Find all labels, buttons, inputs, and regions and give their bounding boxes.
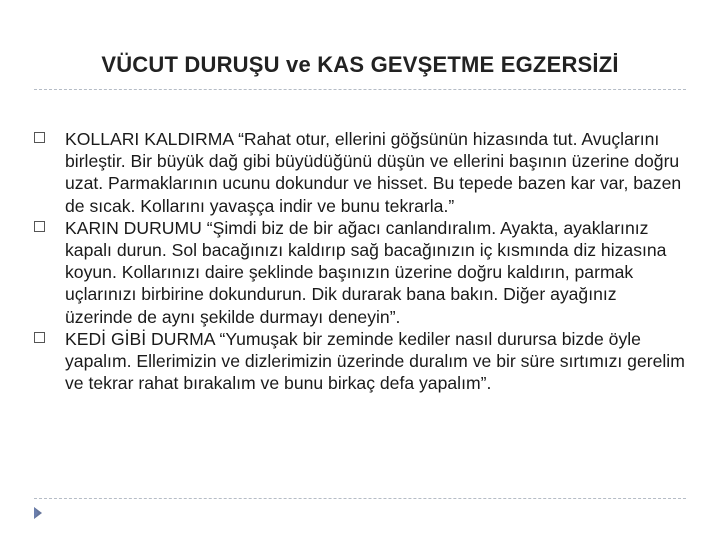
bottom-divider (34, 498, 686, 499)
bullet-text: KARIN DURUMU “Şimdi biz de bir ağacı canlandıralım. Ayakta, ayaklarınız kapalı durun. Sol bacağınızı kaldırıp sağ bacağınızın iç kısmında diz hizasına koyun. Kollarınızı daire şeklinde başınızın üzerine doğru kaldırın, parmak uçlarınızı birbirine dokundurun. Dik durarak bana bakın. Diğer ayağınız üzerinde de aynı şekilde durmayı deneyin”. (65, 217, 667, 327)
empty-square-icon (34, 132, 45, 143)
bullet-text: KEDİ GİBİ DURMA “Yumuşak bir zeminde kediler nasıl durursa bizde öyle yapalım. Ellerimizin ve dizlerimizin üzerinde duralım ve bir süre sırtımızı gerelim ve tekrar rahat bırakalım ve bunu birkaç defa yapalım”. (65, 328, 685, 394)
slide-nav-chevron-icon (30, 505, 46, 521)
bullet-item-karin-durumu (34, 217, 686, 328)
empty-square-icon (34, 221, 45, 232)
bullet-item-kedi-gibi-durma (34, 328, 686, 395)
bullet-item-kollari-kaldirma (34, 128, 686, 217)
empty-square-icon (34, 332, 45, 343)
bullet-text: KOLLARI KALDIRMA “Rahat otur, ellerini göğsünün hizasında tut. Avuçlarını birleştir. Bir büyük dağ gibi büyüdüğünü düşün ve ellerini başının üzerine doğru uzat. Parmaklarının ucunu dokundur ve hisset. Bu tepede bazen kar var, bazen de sıcak. Kollarını yavaşça indir ve bunu tekrarla.” (65, 129, 682, 216)
slide-content (34, 128, 686, 394)
slide-title: VÜCUT DURUŞU ve KAS GEVŞETME EGZERSİZİ (101, 52, 619, 77)
title-divider (34, 89, 686, 90)
